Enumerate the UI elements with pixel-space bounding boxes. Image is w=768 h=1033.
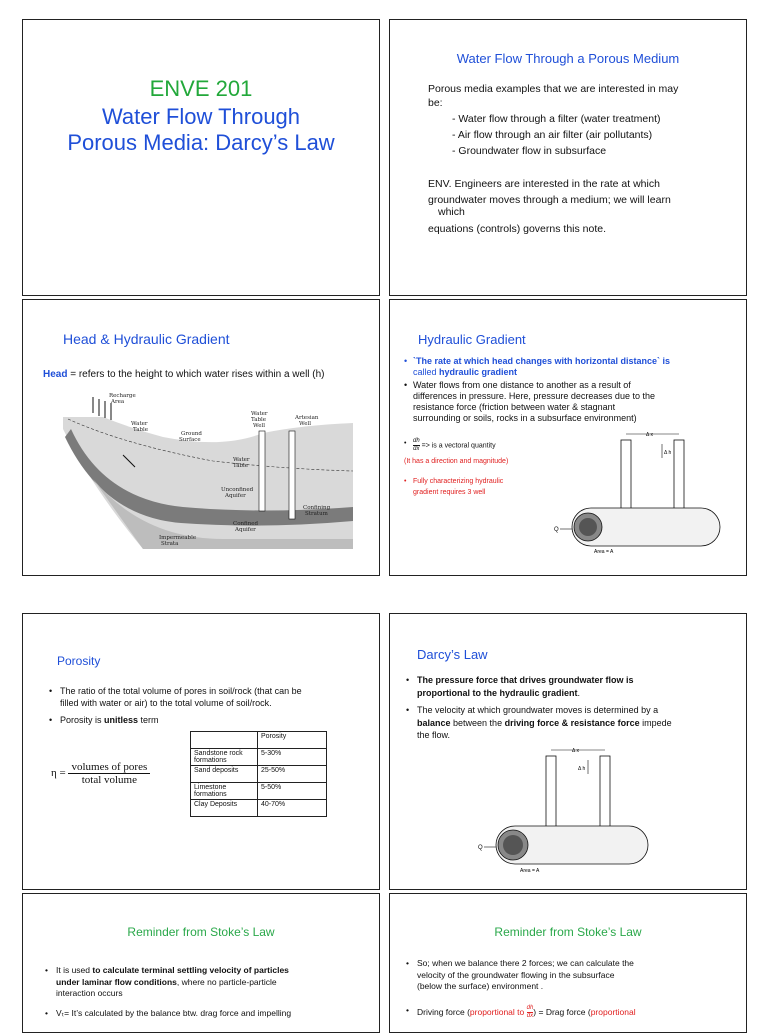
b3-text: => is a vectoral quantity xyxy=(419,442,496,450)
bullet-stokes-use: • It is used to calculate terminal settling velocity of particles under laminar flow conditions, where no particle-particle interaction occurs xyxy=(45,965,289,998)
course-code: ENVE 201 xyxy=(149,76,253,101)
bullet-balance: • So; when we balance there 2 forces; we can calculate the velocity of the groundwater flowing in the subsurface (below the surface) environment . xyxy=(406,958,634,991)
title-line-2: Porous Media: Darcy’s Law xyxy=(67,130,335,155)
formula-symbol: η = xyxy=(51,767,66,780)
b2-mid: ) = Drag force ( xyxy=(533,1006,591,1017)
b1-line-2: filled with water or air) to the total volume of soil/rock. xyxy=(60,698,272,708)
darcy-figure xyxy=(480,746,660,876)
b1-line-1: The pressure force that drives groundwater flow is xyxy=(417,675,634,685)
b2-suffix: term xyxy=(138,715,159,725)
label-table: Table xyxy=(133,427,149,433)
para-line-1: ENV. Engineers are interested in the rate at which xyxy=(428,178,660,190)
aquifer-diagram xyxy=(63,389,353,549)
b1-bold-1: to calculate terminal settling velocity of particles xyxy=(92,965,289,975)
slide-hydraulic-gradient xyxy=(389,299,747,576)
example-item: - Water flow through a filter (water treatment) xyxy=(452,113,661,125)
table-row xyxy=(191,749,327,766)
head-definition xyxy=(43,369,325,380)
b2-line-1: Water flows from one distance to another as a result of xyxy=(413,380,631,390)
label-artesian-well: Well xyxy=(299,421,311,427)
slide-title xyxy=(22,19,380,296)
fig-dh: Δ h xyxy=(664,450,672,456)
label-artesian: Artesian xyxy=(295,415,319,421)
bullet-terminal-velocity: • Vₜ= It’s calculated by the balance btw. drag force and impelling xyxy=(45,1008,365,1020)
b1-end: . xyxy=(577,687,581,698)
table-cell: 5-50% xyxy=(258,783,327,800)
label-aquifer-2: Aquifer xyxy=(235,527,256,533)
table-header-cell: Porosity xyxy=(258,732,327,749)
b1-line-3: (below the surface) environment . xyxy=(417,981,544,991)
b2-red-2: proportional xyxy=(590,1006,636,1017)
formula-den: total volume xyxy=(81,774,137,786)
para-line-2: groundwater moves through a medium; we will learn xyxy=(428,194,671,206)
label-ground: Ground xyxy=(181,431,202,437)
label-confined: Confined xyxy=(233,521,259,527)
frac-num: dh xyxy=(413,438,420,444)
b1-bold-2: under laminar flow conditions xyxy=(56,976,177,987)
b2-prefix: Porosity is xyxy=(60,715,105,725)
table-cell: 40-70% xyxy=(258,800,327,817)
label-strata: Strata xyxy=(161,541,179,547)
bullet-pressure-force: • The pressure force that drives groundwater flow is proportional to the hydraulic gradient. xyxy=(406,675,634,698)
label-surface: Surface xyxy=(179,437,201,443)
frac-den: dx xyxy=(526,1013,534,1019)
para-line-3: which xyxy=(438,206,465,218)
frac-num: dh xyxy=(526,1005,534,1011)
table-cell: 25-50% xyxy=(258,766,327,783)
fig-area: Area = A xyxy=(520,868,540,874)
example-item: - Air flow through an air filter (air pollutants) xyxy=(452,129,653,141)
dh-dx-fraction xyxy=(413,438,420,453)
example-item: - Groundwater flow in subsurface xyxy=(452,145,607,157)
fig-dh: Δ h xyxy=(578,766,586,772)
b1-line-1: The ratio of the total volume of pores in soil/rock (that can be xyxy=(60,686,302,696)
b1-line-2: velocity of the groundwater flowing in the subsurface xyxy=(417,969,615,980)
table-row xyxy=(191,800,327,817)
fig-q: Q xyxy=(554,527,559,533)
slide-heading: Reminder from Stoke’s Law xyxy=(494,925,642,939)
b2-line-2: differences in pressure. Here, pressure decreases due to the xyxy=(413,391,655,401)
b2-prefix: Driving force ( xyxy=(417,1006,470,1017)
label-water-well: Water xyxy=(251,411,268,417)
b2-text: Vₜ= It’s calculated by the balance btw. drag force and impelling xyxy=(56,1008,292,1018)
b1-prefix: It is used xyxy=(56,965,93,975)
gradient-figure xyxy=(550,428,730,558)
slide-heading: Porosity xyxy=(57,654,101,668)
fig-dx: Δ x xyxy=(572,748,579,754)
label-unconfined: Unconfined xyxy=(221,487,254,493)
def-text: = refers to the height to which water rises within a well (h) xyxy=(67,369,325,380)
table-header-row xyxy=(191,732,327,749)
label-water: Water xyxy=(131,421,148,427)
slide-heading: Hydraulic Gradient xyxy=(418,332,526,347)
b2-end: impede xyxy=(639,717,672,728)
label-table-2: Table xyxy=(233,463,249,469)
b1-line-3: interaction occurs xyxy=(56,988,123,998)
label-well: Well xyxy=(253,423,265,429)
b2-bold-1: balance xyxy=(417,717,451,728)
bullet-three-wells: • Fully characterizing hydraulic gradient requires 3 well xyxy=(404,478,504,496)
formula-num: volumes of pores xyxy=(68,761,150,774)
table-cell: 5-30% xyxy=(258,749,327,766)
bullet-vector: • $\frac{dh}{dx}$ => is a vectoral quantity xyxy=(404,438,496,452)
table-cell: Sand deposits xyxy=(191,766,258,783)
b4-line-1: Fully characterizing hydraulic xyxy=(413,478,504,485)
b2-line-3: the flow. xyxy=(417,730,451,740)
label-table-well: Table xyxy=(251,417,267,423)
bullet-porosity-def: • The ratio of the total volume of pores in soil/rock (that can be filled with water or air) to the total volume of soil/rock. xyxy=(49,686,302,708)
slide-darcys-law xyxy=(389,613,747,890)
label-aquifer: Aquifer xyxy=(225,493,246,499)
slide-heading: Reminder from Stoke’s Law xyxy=(127,925,275,939)
table-row xyxy=(191,783,327,800)
b1-suffix: , where no particle-particle xyxy=(176,976,277,987)
def-term: Head xyxy=(43,369,68,380)
fig-q: Q xyxy=(478,845,483,851)
label-water-2: Water xyxy=(233,457,250,463)
table-header-cell xyxy=(191,732,258,749)
intro-line-2: be: xyxy=(428,97,443,109)
b1-line-1: So; when we balance there 2 forces; we can calculate the xyxy=(417,958,634,968)
fig-area: Area = A xyxy=(594,549,614,555)
label-impermeable: Impermeable xyxy=(159,535,197,541)
label-stratum: Stratum xyxy=(305,511,328,517)
vector-note: (It has a direction and magnitude) xyxy=(404,458,509,465)
table-cell: Clay Deposits xyxy=(191,800,258,817)
slide-porosity xyxy=(22,613,380,890)
porosity-formula xyxy=(51,761,150,786)
bullet-unitless: • Porosity is unitless term xyxy=(49,715,159,725)
b2-line-4: surrounding or soils, rocks in a subsurface environment) xyxy=(413,413,637,423)
slide-stokes-law-2 xyxy=(389,893,747,1033)
b4-line-2: gradient requires 3 well xyxy=(413,489,486,496)
para-line-4: equations (controls) governs this note. xyxy=(428,223,607,235)
b2-mid: between the xyxy=(450,717,505,728)
slide-heading: Water Flow Through a Porous Medium xyxy=(456,51,680,66)
label-area: Area xyxy=(111,399,125,405)
bullet-velocity: • The velocity at which groundwater moves is determined by a balance between the driving force & resistance force impede the flow. xyxy=(406,705,672,740)
b1-line-2: proportional to the hydraulic gradient xyxy=(417,687,578,698)
b1-line-1: `The rate at which head changes with horizontal distance` is xyxy=(413,356,671,366)
slide-heading: Darcy’s Law xyxy=(417,647,488,662)
slide-stokes-law-1 xyxy=(22,893,380,1033)
intro-line-1: Porous media examples that we are interested in may xyxy=(428,83,679,95)
slide-heading: Head & Hydraulic Gradient xyxy=(63,331,230,347)
bullet-pressure: • Water flows from one distance to another as a result of differences in pressure. Here, pressure decreases due to the resistance force (friction between water & stagnant surrounding or soils, rocks in a subsurface environment) xyxy=(404,380,655,423)
bullet-definition: • `The rate at which head changes with horizontal distance` is called hydraulic gradient xyxy=(404,356,671,377)
b2-red-1: proportional to xyxy=(469,1006,527,1017)
table-row xyxy=(191,766,327,783)
label-confining: Confining xyxy=(303,505,331,511)
fig-dx: Δ x xyxy=(646,432,653,438)
frac-den: dx xyxy=(413,446,420,452)
b2-bold-2: driving force & resistance force xyxy=(504,717,640,728)
porosity-table xyxy=(190,731,327,817)
b2-line-1: The velocity at which groundwater moves is determined by a xyxy=(417,705,659,715)
slide-head-gradient xyxy=(22,299,380,576)
b2-line-3: resistance force (friction between water & stagnant xyxy=(413,402,616,412)
b1-line-2-bold: hydraulic gradient xyxy=(439,367,518,377)
b1-line-2-prefix: called xyxy=(413,367,440,377)
bullet-driving-force: • Driving force (proportional to $\frac{dh}{dx}$) = Drag force (proportional xyxy=(406,1005,636,1019)
title-line-1: Water Flow Through xyxy=(101,104,301,129)
b2-bold: unitless xyxy=(104,715,139,725)
slide-porous-medium xyxy=(389,19,747,296)
table-cell: Limestone formations xyxy=(191,783,258,800)
label-recharge: Recharge xyxy=(109,393,136,399)
table-cell: Sandstone rock formations xyxy=(191,749,258,766)
